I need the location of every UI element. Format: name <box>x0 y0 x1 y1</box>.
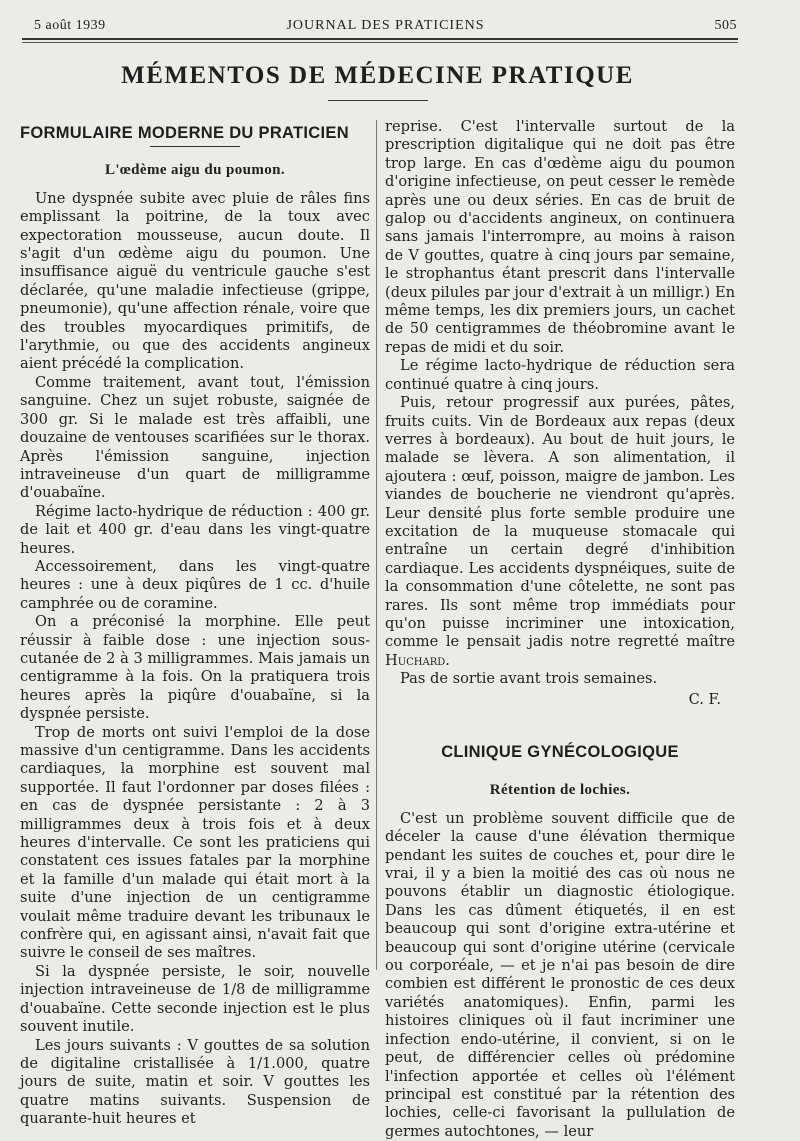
column-divider <box>376 120 377 970</box>
paragraph: Comme traitement, avant tout, l'émission sanguine. Chez un sujet robuste, saignée de 300 gr. Si le malade est très affaibli, une douzaine de ventouses scarifiées sur le thorax. Après l'émission sanguine, injection intraveineuse d'un quart de milligramme d'ouabaïne. <box>20 373 370 502</box>
right-column <box>385 118 735 1141</box>
paragraph: Accessoirement, dans les vingt-quatre heures : une à deux piqûres de 1 cc. d'huile camphrée ou de coramine. <box>20 557 370 612</box>
paragraph: Les jours suivants : V gouttes de sa solution de digitaline cristallisée à 1/1.000, quatre jours de suite, matin et soir. V gouttes les quatre matins suivants. Suspension de quarante-huit heures et <box>20 1036 370 1128</box>
title-rule <box>328 100 428 101</box>
section-title-formulaire: FORMULAIRE MODERNE DU PRATICIEN <box>20 124 349 142</box>
subtitle-oedeme: L'œdème aigu du poumon. <box>104 162 286 179</box>
paragraph: Trop de morts ont suivi l'emploi de la dose massive d'un centigramme. Dans les accidents cardiaques, la morphine est souvent mal supportée. Il faut l'ordonner par doses filées : en cas de dyspnée persistante : 2 à 3 milligrammes deux à trois fois et à deux heures d'intervalle. Ce sont les praticiens qui constatent ces issues fatales par la morphine et la famille d'un malade qui était mort à la suite d'une injection de un centigramme voulait même traduire devant les tribunaux le confrère qui, en agissant ainsi, n'avait fait que suivre le conseil de ses maîtres. <box>20 723 370 962</box>
left-column <box>20 118 370 1129</box>
paragraph: Une dyspnée subite avec pluie de râles fins emplissant la poitrine, de la toux avec expectoration mousseuse, aucun doute. Il s'agit d'un œdème aigu du poumon. Une insuffisance aiguë du ventricule gauche s'est déclarée, qu'une maladie infectieuse (grippe, pneumonie), qu'une affection rénale, voire que des troubles myocardiques primitifs, de l'arythmie, ou que des accidents angineux aient précédé la complication. <box>20 189 370 373</box>
section-title-clinique: CLINIQUE GYNÉCOLOGIQUE <box>441 743 679 761</box>
author-name: Huchard. <box>385 651 450 669</box>
running-header <box>34 18 737 38</box>
subtitle-lochies: Rétention de lochies. <box>489 782 631 799</box>
paragraph: reprise. C'est l'intervalle surtout de la prescription digitalique qui ne doit pas être trop large. En cas d'œdème aigu du poumon d'origine infectieuse, on peut cesser le remède après une ou deux séries. En cas de bruit de galop ou d'accidents angineux, on continuera sans jamais l'interrompre, au moins à raison de V gouttes, quatre à cinq jours par semaine, le strophantus étant prescrit dans l'intervalle (deux pilules par jour d'extrait à un milligr.) En même temps, les dix premiers jours, un cachet de 50 centigrammes de théobromine avant le repas de midi et du soir. <box>385 118 735 356</box>
paragraph <box>385 394 735 670</box>
paragraph: Régime lacto-hydrique de réduction : 400 gr. de lait et 400 gr. d'eau dans les vingt-quatre heures. <box>20 502 370 557</box>
paragraph: Si la dyspnée persiste, le soir, nouvelle injection intraveineuse de 1/8 de milligramme d'ouabaïne. Cette seconde injection est le plus souvent inutile. <box>20 962 370 1036</box>
paragraph-text: Puis, retour progressif aux purées, pâtes, fruits cuits. Vin de Bordeaux aux repas (deux verres à bordeaux). Au bout de huit jours, le malade se lèvera. A son alimentation, il ajoutera : œuf, poisson, maigre de jambon. Les viandes de boucherie ne viendront qu'après. Leur densité plus forte semble produire une excitation de la muqueuse stomacale qui entraîne un certain degré d'inhibition cardiaque. Les accidents dyspnéiques, suite de la consommation d'une côtelette, ne sont pas rares. Ils sont même trop immédiats pour qu'on puisse incriminer une intoxication, comme le pensait jadis notre regretté maître <box>385 394 735 651</box>
journal-name: JOURNAL DES PRATICIENS <box>286 18 485 33</box>
paragraph: On a préconisé la morphine. Elle peut réussir à faible dose : une injection sous-cutanée de 2 à 3 milligrammes. Mais jamais un centigramme à la fois. On la pratiquera trois heures après la piqûre d'ouabaïne, si la dyspnée persiste. <box>20 613 370 723</box>
signature: C. F. <box>688 690 721 708</box>
issue-date: 5 août 1939 <box>34 18 106 33</box>
header-rule <box>22 38 738 40</box>
main-title: MÉMENTOS DE MÉDECINE PRATIQUE <box>121 62 634 89</box>
paragraph: Pas de sortie avant trois semaines. <box>400 670 658 688</box>
paragraph: C'est un problème souvent difficile que de déceler la cause d'une élévation thermique pendant les suites de couches et, pour dire le vrai, il y a bien la moitié des cas où nous ne pouvons établir un diagnostic étiologique. Dans les cas dûment étiquetés, il en est beaucoup qui sont d'origine extra-utérine et beaucoup qui sont d'origine utérine (cervicale ou corporéale, — et je n'ai pas besoin de dire combien est différent le pronostic de ces deux variétés anatomiques). Enfin, parmi les histoires cliniques où il faut incriminer une infection endo-utérine, il convient, si on le peut, de différencier celles où prédomine l'infection apportée et celles où l'élément principal est constitué par la rétention des lochies, celle-ci favorisant la pullulation de germes autochtones, — leur <box>385 809 735 1140</box>
header-rule-thin <box>22 42 738 43</box>
paragraph: Le régime lacto-hydrique de réduction sera continué quatre à cinq jours. <box>385 357 735 393</box>
page-number: 505 <box>714 18 737 33</box>
section-rule <box>150 146 240 147</box>
